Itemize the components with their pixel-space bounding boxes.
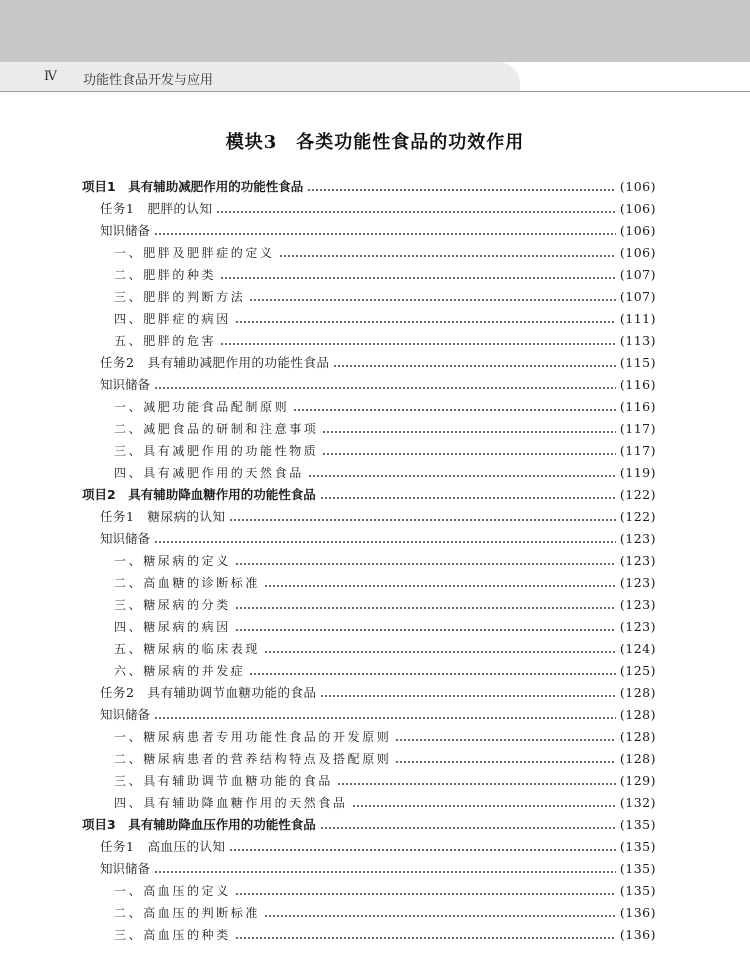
toc-entry-page: (122) xyxy=(619,487,656,502)
toc-entry-page: (113) xyxy=(619,333,656,348)
toc-entry-label: 知识储备 xyxy=(100,531,151,546)
dot-leader xyxy=(216,211,615,213)
toc-entry-project[interactable] xyxy=(0,176,750,198)
dot-leader xyxy=(293,409,616,411)
toc-entry-item[interactable] xyxy=(0,308,750,330)
toc-entry-label: 任务2 具有辅助调节血糖功能的食品 xyxy=(100,685,317,700)
toc-entry-task[interactable] xyxy=(0,198,750,220)
toc-entry-label: 二、肥胖的种类 xyxy=(114,268,217,282)
toc-entry-page: (107) xyxy=(619,289,656,304)
toc-entry-page: (135) xyxy=(619,839,656,854)
toc-entry-item[interactable] xyxy=(0,462,750,484)
dot-leader xyxy=(320,827,616,829)
toc-entry-item[interactable] xyxy=(0,594,750,616)
toc-entry-label: 知识储备 xyxy=(100,861,151,876)
dot-leader xyxy=(320,695,615,697)
toc-entry-item[interactable] xyxy=(0,264,750,286)
toc-entry-page: (125) xyxy=(619,663,656,678)
toc-entry-task[interactable] xyxy=(0,352,750,374)
top-gray-band xyxy=(0,0,750,62)
dot-leader xyxy=(337,783,616,785)
dot-leader xyxy=(229,519,615,521)
toc-entry-label: 六、糖尿病的并发症 xyxy=(114,664,246,678)
module-title: 模块3 各类功能性食品的功效作用 xyxy=(225,132,525,153)
toc-entry-item[interactable] xyxy=(0,880,750,902)
dot-leader xyxy=(235,607,616,609)
toc-entry-label: 四、具有减肥作用的天然食品 xyxy=(114,466,304,480)
toc-entry-item[interactable] xyxy=(0,726,750,748)
toc-entry-page: (128) xyxy=(619,685,656,700)
toc-entry-label: 三、高血压的种类 xyxy=(114,928,231,942)
dot-leader xyxy=(264,585,616,587)
toc-entry-label: 任务2 具有辅助减肥作用的功能性食品 xyxy=(100,355,330,370)
toc-entry-project[interactable] xyxy=(0,484,750,506)
toc-entry-label: 任务1 肥胖的认知 xyxy=(100,201,213,216)
toc-entry-page: (123) xyxy=(619,553,656,568)
dot-leader xyxy=(229,849,615,851)
toc-entry-label: 知识储备 xyxy=(100,707,151,722)
toc-entry-section[interactable] xyxy=(0,858,750,880)
toc-entry-label: 项目3 具有辅助降血压作用的功能性食品 xyxy=(82,817,316,832)
dot-leader xyxy=(249,673,615,675)
toc-entry-item[interactable] xyxy=(0,770,750,792)
toc-entry-section[interactable] xyxy=(0,374,750,396)
dot-leader xyxy=(264,915,616,917)
toc-entry-label: 三、糖尿病的分类 xyxy=(114,598,231,612)
dot-leader xyxy=(154,541,616,543)
toc-entry-page: (116) xyxy=(619,399,656,414)
toc-entry-label: 二、糖尿病患者的营养结构特点及搭配原则 xyxy=(114,752,392,766)
page-number: Ⅳ xyxy=(44,69,57,84)
toc-entry-task[interactable] xyxy=(0,836,750,858)
toc-entry-label: 二、高血糖的诊断标准 xyxy=(114,576,261,590)
toc-entry-page: (123) xyxy=(619,619,656,634)
toc-entry-item[interactable] xyxy=(0,440,750,462)
dot-leader xyxy=(308,475,616,477)
dot-leader xyxy=(235,937,616,939)
running-header xyxy=(0,62,520,92)
toc-entry-label: 项目2 具有辅助降血糖作用的功能性食品 xyxy=(82,487,316,502)
dot-leader xyxy=(235,563,616,565)
toc-entry-page: (123) xyxy=(619,531,656,546)
toc-entry-label: 任务1 糖尿病的认知 xyxy=(100,509,226,524)
toc-entry-page: (129) xyxy=(619,773,656,788)
toc-entry-section[interactable] xyxy=(0,220,750,242)
toc-entry-label: 一、肥胖及肥胖症的定义 xyxy=(114,246,275,260)
dot-leader xyxy=(235,629,616,631)
toc-entry-label: 四、肥胖症的病因 xyxy=(114,312,231,326)
toc-entry-page: (106) xyxy=(619,201,656,216)
toc-entry-page: (117) xyxy=(619,443,656,458)
toc-entry-section[interactable] xyxy=(0,528,750,550)
dot-leader xyxy=(322,453,615,455)
toc-entry-page: (124) xyxy=(619,641,656,656)
dot-leader xyxy=(322,431,615,433)
toc-entry-page: (116) xyxy=(619,377,656,392)
toc-entry-label: 五、糖尿病的临床表现 xyxy=(114,642,261,656)
toc-entry-page: (106) xyxy=(619,223,656,238)
toc-entry-page: (132) xyxy=(619,795,656,810)
dot-leader xyxy=(307,189,616,191)
dot-leader xyxy=(220,343,616,345)
dot-leader xyxy=(249,299,615,301)
toc-entry-item[interactable] xyxy=(0,616,750,638)
toc-entry-page: (136) xyxy=(619,905,656,920)
toc-entry-task[interactable] xyxy=(0,682,750,704)
toc-entry-page: (128) xyxy=(619,729,656,744)
toc-entry-page: (119) xyxy=(619,465,656,480)
toc-entry-section[interactable] xyxy=(0,704,750,726)
toc-entry-label: 知识储备 xyxy=(100,223,151,238)
toc-entry-label: 任务1 高血压的认知 xyxy=(100,839,226,854)
toc-entry-item[interactable] xyxy=(0,792,750,814)
header-rule xyxy=(0,91,750,92)
dot-leader xyxy=(235,893,616,895)
toc-entry-page: (136) xyxy=(619,927,656,942)
toc-entry-page: (111) xyxy=(619,311,656,326)
toc-entry-item[interactable] xyxy=(0,242,750,264)
dot-leader xyxy=(154,233,616,235)
toc-entry-page: (123) xyxy=(619,575,656,590)
dot-leader xyxy=(154,387,616,389)
dot-leader xyxy=(395,739,615,741)
toc-entry-label: 二、高血压的判断标准 xyxy=(114,906,261,920)
toc-entry-item[interactable] xyxy=(0,924,750,946)
dot-leader xyxy=(264,651,616,653)
toc-entry-task[interactable] xyxy=(0,506,750,528)
dot-leader xyxy=(395,761,615,763)
toc-entry-item[interactable] xyxy=(0,330,750,352)
dot-leader xyxy=(235,321,616,323)
toc-entry-item[interactable] xyxy=(0,550,750,572)
toc-entry-label: 四、具有辅助降血糖作用的天然食品 xyxy=(114,796,348,810)
toc-entry-label: 一、高血压的定义 xyxy=(114,884,231,898)
toc-entry-label: 一、糖尿病患者专用功能性食品的开发原则 xyxy=(114,730,392,744)
toc-entry-item[interactable] xyxy=(0,286,750,308)
toc-entry-page: (106) xyxy=(619,179,656,194)
dot-leader xyxy=(154,717,616,719)
toc-entry-label: 项目1 具有辅助减肥作用的功能性食品 xyxy=(82,179,304,194)
toc-entry-item[interactable] xyxy=(0,572,750,594)
dot-leader xyxy=(320,497,616,499)
toc-entry-label: 三、肥胖的判断方法 xyxy=(114,290,246,304)
toc-entry-label: 一、糖尿病的定义 xyxy=(114,554,231,568)
toc-entry-item[interactable] xyxy=(0,748,750,770)
toc-entry-item[interactable] xyxy=(0,638,750,660)
toc-entry-page: (135) xyxy=(619,883,656,898)
toc-entry-label: 二、减肥食品的研制和注意事项 xyxy=(114,422,319,436)
toc-entry-label: 五、肥胖的危害 xyxy=(114,334,217,348)
toc-entry-item[interactable] xyxy=(0,396,750,418)
toc-entry-page: (122) xyxy=(619,509,656,524)
toc-entry-project[interactable] xyxy=(0,814,750,836)
toc-entry-page: (128) xyxy=(619,707,656,722)
toc-entry-label: 三、具有减肥作用的功能性物质 xyxy=(114,444,319,458)
dot-leader xyxy=(279,255,616,257)
toc-entry-label: 四、糖尿病的病因 xyxy=(114,620,231,634)
toc-entry-page: (106) xyxy=(619,245,656,260)
toc-entry-page: (115) xyxy=(619,355,656,370)
dot-leader xyxy=(220,277,616,279)
dot-leader xyxy=(333,365,615,367)
book-title: 功能性食品开发与应用 xyxy=(83,73,214,88)
dot-leader xyxy=(154,871,616,873)
toc-entry-page: (107) xyxy=(619,267,656,282)
toc-entry-page: (135) xyxy=(619,861,656,876)
toc-entry-page: (117) xyxy=(619,421,656,436)
toc-entry-label: 三、具有辅助调节血糖功能的食品 xyxy=(114,774,334,788)
toc-entry-page: (135) xyxy=(619,817,656,832)
toc-entry-item[interactable] xyxy=(0,902,750,924)
toc-entry-label: 一、减肥功能食品配制原则 xyxy=(114,400,290,414)
toc-entry-label: 知识储备 xyxy=(100,377,151,392)
toc-entry-page: (128) xyxy=(619,751,656,766)
toc-entry-item[interactable] xyxy=(0,660,750,682)
table-of-contents xyxy=(0,176,750,946)
toc-entry-page: (123) xyxy=(619,597,656,612)
dot-leader xyxy=(352,805,616,807)
toc-entry-item[interactable] xyxy=(0,418,750,440)
